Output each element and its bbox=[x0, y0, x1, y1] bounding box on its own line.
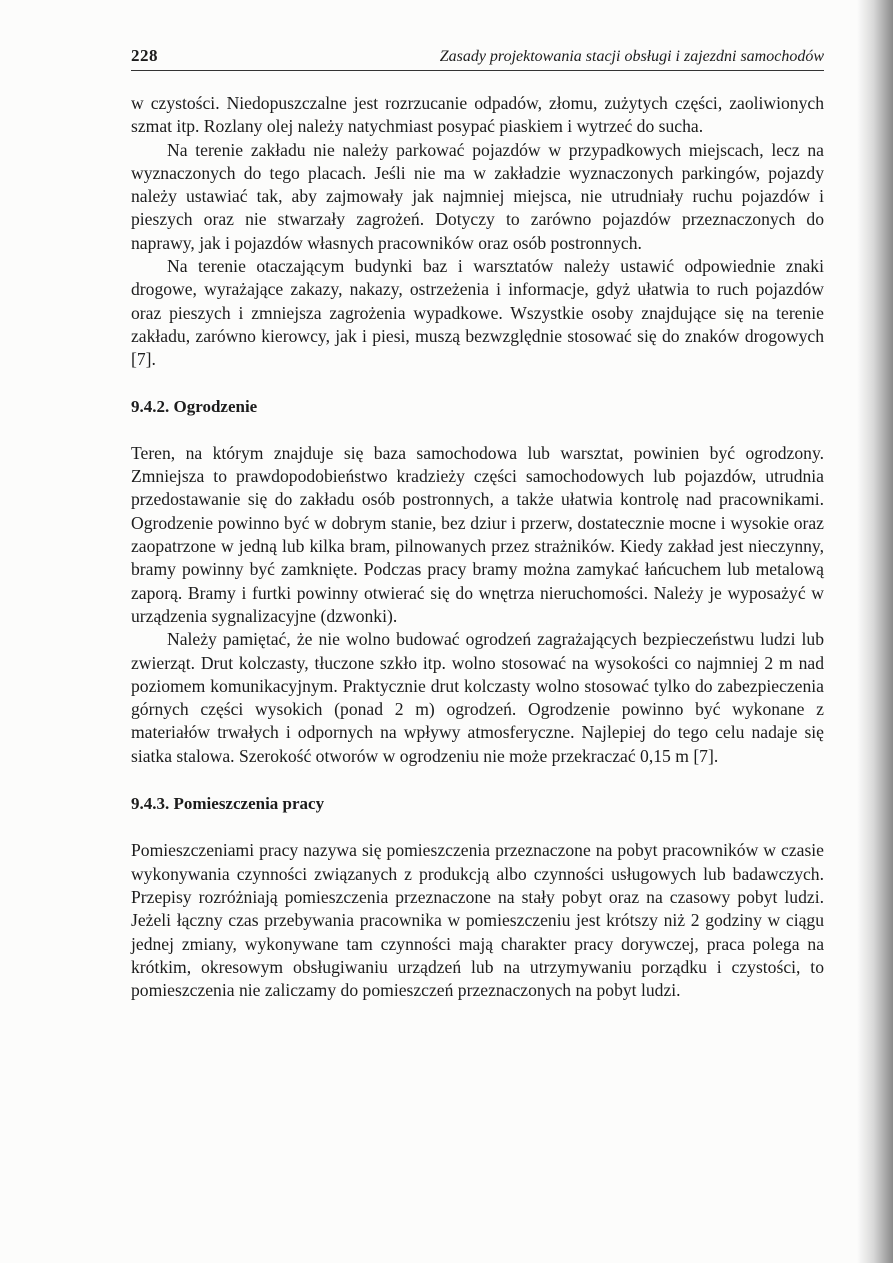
section-heading-ogrodzenie: 9.4.2. Ogrodzenie bbox=[131, 396, 258, 416]
paragraph: Należy pamiętać, że nie wolno budować ogrodzeń zagrażających bezpieczeństwu ludzi lub zwierząt. Drut kolczasty, tłuczone szkło itp. wolno stosować na wysokości co najmniej 2 m nad poziomem komunikacyjnym. Praktycznie drut kolczasty wolno stosować tylko do zabezpieczenia górnych części wysokich (ponad 2 m) ogrodzeń. Ogrodzenie powinno być wykonane z materiałów trwałych i odpornych na wpływy atmosferyczne. Najlepiej do tego celu nadaje się siatka stalowa. Szerokość otworów w ogrodzeniu nie może przekraczać 0,15 m [7]. bbox=[131, 629, 824, 766]
paragraph: Teren, na którym znajduje się baza samochodowa lub warsztat, powinien być ogrodzony. Zmniejsza to prawdopodobieństwo kradzieży części samochodowych lub pojazdów, utrudnia przedostawanie się do zakładu osób postronnych, a także ułatwia kontrolę nad pracownikami. Ogrodzenie powinno być w dobrym stanie, bez dziur i przerw, dostatecznie mocne i wysokie oraz zaopatrzone w jedną lub kilka bram, pilnowanych przez strażników. Kiedy zakład jest nieczynny, bramy powinny być zamknięte. Podczas pracy bramy można zamykać łańcuchem lub metalową zaporą. Bramy i furtki powinny otwierać się do wnętrza nieruchomości. Należy je wyposażyć w urządzenia sygnalizacyjne (dzwonki). bbox=[131, 442, 824, 626]
page-edge-shadow bbox=[857, 0, 893, 1263]
paragraph: Pomieszczeniami pracy nazywa się pomieszczenia przeznaczone na pobyt pracowników w czasie wykonywania czynności związanych z produkcją albo czynności usługowych lub badawczych. Przepisy rozróżniają pomieszczenia przeznaczone na stały pobyt oraz na czasowy pobyt ludzi. Jeżeli łączny czas przebywania pracownika w pomieszczeniu jest krótszy niż 2 godziny w ciągu jednej zmiany, wykonywane tam czynności mają charakter pracy dorywczej, praca polega na krótkim, okresowym obsługiwaniu urządzeń lub na utrzymywaniu porządku i czystości, to pomieszczenia nie zaliczamy do pomieszczeń przeznaczonych na pobyt ludzi. bbox=[131, 840, 824, 1001]
section-heading-pomieszczenia-pracy: 9.4.3. Pomieszczenia pracy bbox=[131, 794, 325, 814]
page-header bbox=[131, 44, 824, 71]
body-text bbox=[131, 92, 824, 1002]
paragraph: Na terenie otaczającym budynki baz i warsztatów należy ustawić odpowiednie znaki drogowe, wyrażające zakazy, nakazy, ostrzeżenia i informacje, gdyż ułatwia to ruch pojazdów oraz pieszych i zmniejsza zagrożenia wypadkowe. Wszystkie osoby znajdujące się na terenie zakładu, zarówno kierowcy, jak i piesi, muszą bezwzględnie stosować się do znaków drogowych [7]. bbox=[131, 256, 824, 370]
paragraph: w czystości. Niedopuszczalne jest rozrzucanie odpadów, złomu, zużytych części, zaoliwionych szmat itp. Rozlany olej należy natychmiast posypać piaskiem i wytrzeć do sucha. bbox=[131, 93, 824, 137]
paragraph: Na terenie zakładu nie należy parkować pojazdów w przypadkowych miejscach, lecz na wyznaczonych do tego placach. Jeśli nie ma w zakładzie wyznaczonych parkingów, pojazdy należy ustawiać tak, aby zajmowały jak najmniej miejsca, nie utrudniały ruchu pojazdów i pieszych oraz nie stwarzały zagrożeń. Dotyczy to zarówno pojazdów przeznaczonych do naprawy, jak i pojazdów własnych pracowników oraz osób postronnych. bbox=[131, 139, 824, 253]
page-number: 228 bbox=[131, 46, 158, 65]
running-title: Zasady projektowania stacji obsługi i zajezdni samochodów bbox=[439, 48, 824, 65]
